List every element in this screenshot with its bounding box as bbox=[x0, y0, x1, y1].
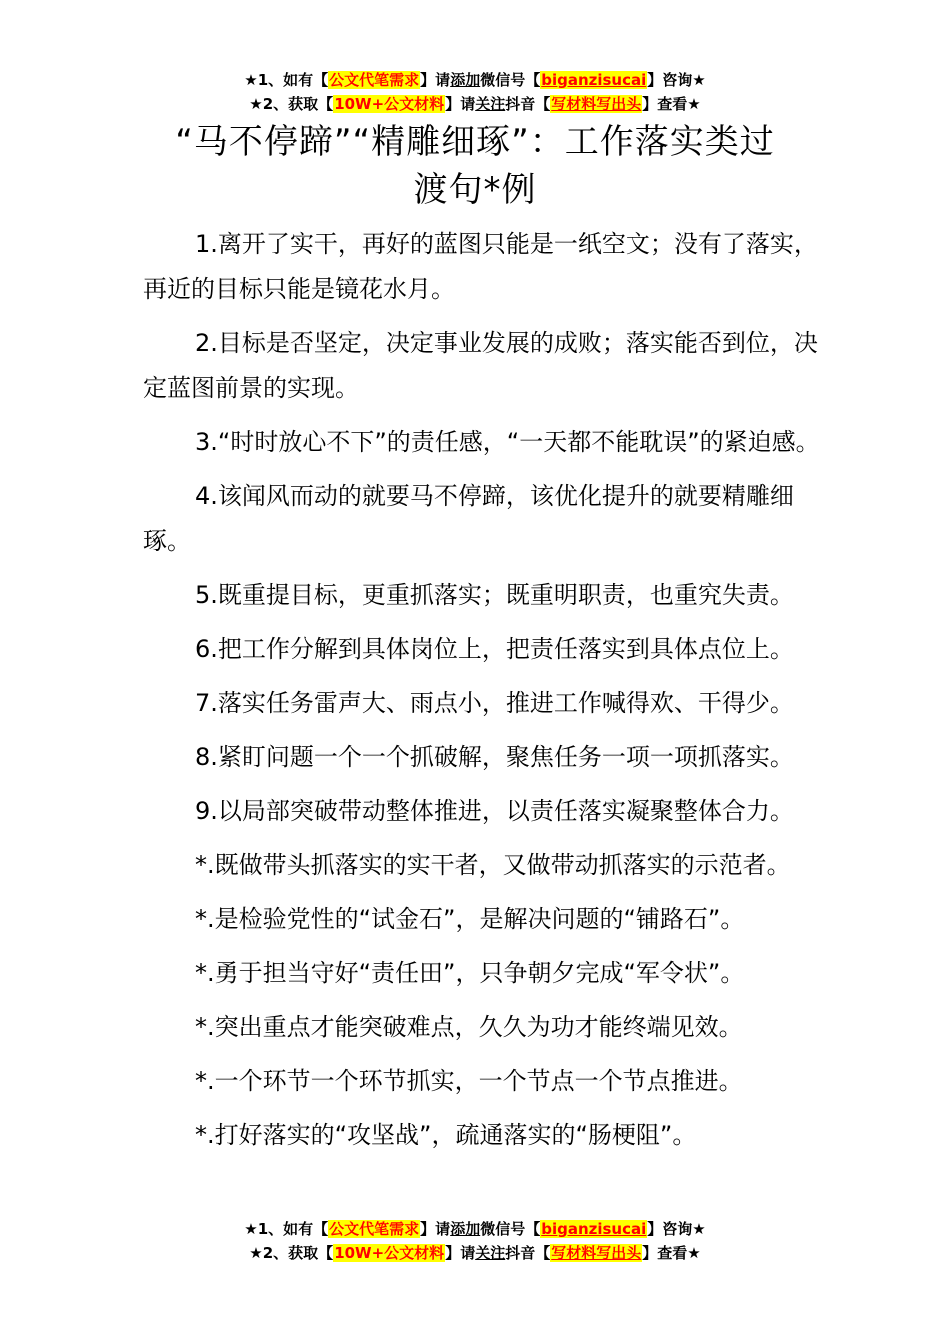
banner-line-2 bbox=[0, 1241, 950, 1265]
paragraph: 9.以局部突破带动整体推进，以责任落实凝聚整体合力。 bbox=[195, 797, 794, 825]
footer-banner bbox=[0, 1217, 950, 1265]
paragraph: 3.“时时放心不下”的责任感，“一天都不能耽误”的紧迫感。 bbox=[195, 428, 820, 456]
paragraph: 7.落实任务雷声大、雨点小，推进工作喊得欢、干得少。 bbox=[195, 689, 794, 717]
banner-text: 】请 bbox=[420, 1220, 451, 1238]
banner-highlight: 公文代笔需求 bbox=[329, 71, 420, 89]
title-line-2: 渡句*例 bbox=[413, 170, 537, 210]
banner-line-1 bbox=[0, 68, 950, 92]
banner-highlight: biganzisucai bbox=[541, 71, 647, 89]
banner-highlight: biganzisucai bbox=[541, 1220, 647, 1238]
title-line-1: “马不停蹄”“精雕细琢”：工作落实类过 bbox=[175, 122, 775, 162]
banner-text: 】查看★ bbox=[642, 95, 701, 113]
paragraph: *.勇于担当守好“责任田”，只争朝夕完成“军令状”。 bbox=[195, 959, 745, 987]
banner-text: ★2、获取【 bbox=[249, 95, 334, 113]
banner-highlight: 10W+公文材料 bbox=[334, 1244, 445, 1262]
paragraph: 6.把工作分解到具体岗位上，把责任落实到具体点位上。 bbox=[195, 635, 794, 663]
banner-text: 】请 bbox=[445, 95, 476, 113]
banner-text: 抖音【 bbox=[505, 1244, 551, 1262]
banner-text: 】请 bbox=[445, 1244, 476, 1262]
banner-text: 微信号【 bbox=[480, 1220, 541, 1238]
paragraph: 1.离开了实干，再好的蓝图只能是一纸空文；没有了落实，再近的目标只能是镜花水月。 bbox=[143, 230, 818, 303]
banner-highlight: 10W+公文材料 bbox=[334, 95, 445, 113]
document-body bbox=[143, 222, 827, 1167]
banner-emphasis: 关注 bbox=[475, 95, 506, 113]
banner-line-2 bbox=[0, 92, 950, 116]
banner-text: 】咨询★ bbox=[647, 1220, 706, 1238]
banner-text: 】咨询★ bbox=[647, 71, 706, 89]
banner-emphasis: 添加 bbox=[450, 71, 481, 89]
paragraph: 2.目标是否坚定，决定事业发展的成败；落实能否到位，决定蓝图前景的实现。 bbox=[143, 329, 818, 402]
banner-text: 微信号【 bbox=[480, 71, 541, 89]
banner-text: 抖音【 bbox=[505, 95, 551, 113]
banner-emphasis: 关注 bbox=[475, 1244, 506, 1262]
banner-text: 】请 bbox=[420, 71, 451, 89]
paragraph: *.既做带头抓落实的实干者，又做带动抓落实的示范者。 bbox=[195, 851, 791, 879]
paragraph: 5.既重提目标，更重抓落实；既重明职责，也重究失责。 bbox=[195, 581, 794, 609]
paragraph: 8.紧盯问题一个一个抓破解，聚焦任务一项一项抓落实。 bbox=[195, 743, 794, 771]
banner-line-1 bbox=[0, 1217, 950, 1241]
paragraph: *.突出重点才能突破难点，久久为功才能终端见效。 bbox=[195, 1013, 743, 1041]
banner-text: 】查看★ bbox=[642, 1244, 701, 1262]
header-banner bbox=[0, 68, 950, 116]
banner-highlight: 写材料写出头 bbox=[551, 95, 642, 113]
banner-text: ★2、获取【 bbox=[249, 1244, 334, 1262]
paragraph: *.一个环节一个环节抓实，一个节点一个节点推进。 bbox=[195, 1067, 743, 1095]
banner-highlight: 公文代笔需求 bbox=[329, 1220, 420, 1238]
document-title bbox=[0, 118, 950, 214]
paragraph: *.是检验党性的“试金石”，是解决问题的“铺路石”。 bbox=[195, 905, 745, 933]
banner-emphasis: 添加 bbox=[450, 1220, 481, 1238]
paragraph: 4.该闻风而动的就要马不停蹄，该优化提升的就要精雕细琢。 bbox=[143, 482, 794, 555]
banner-text: ★1、如有【 bbox=[244, 71, 329, 89]
banner-text: ★1、如有【 bbox=[244, 1220, 329, 1238]
paragraph: *.打好落实的“攻坚战”，疏通落实的“肠梗阻”。 bbox=[195, 1121, 697, 1149]
banner-highlight: 写材料写出头 bbox=[551, 1244, 642, 1262]
